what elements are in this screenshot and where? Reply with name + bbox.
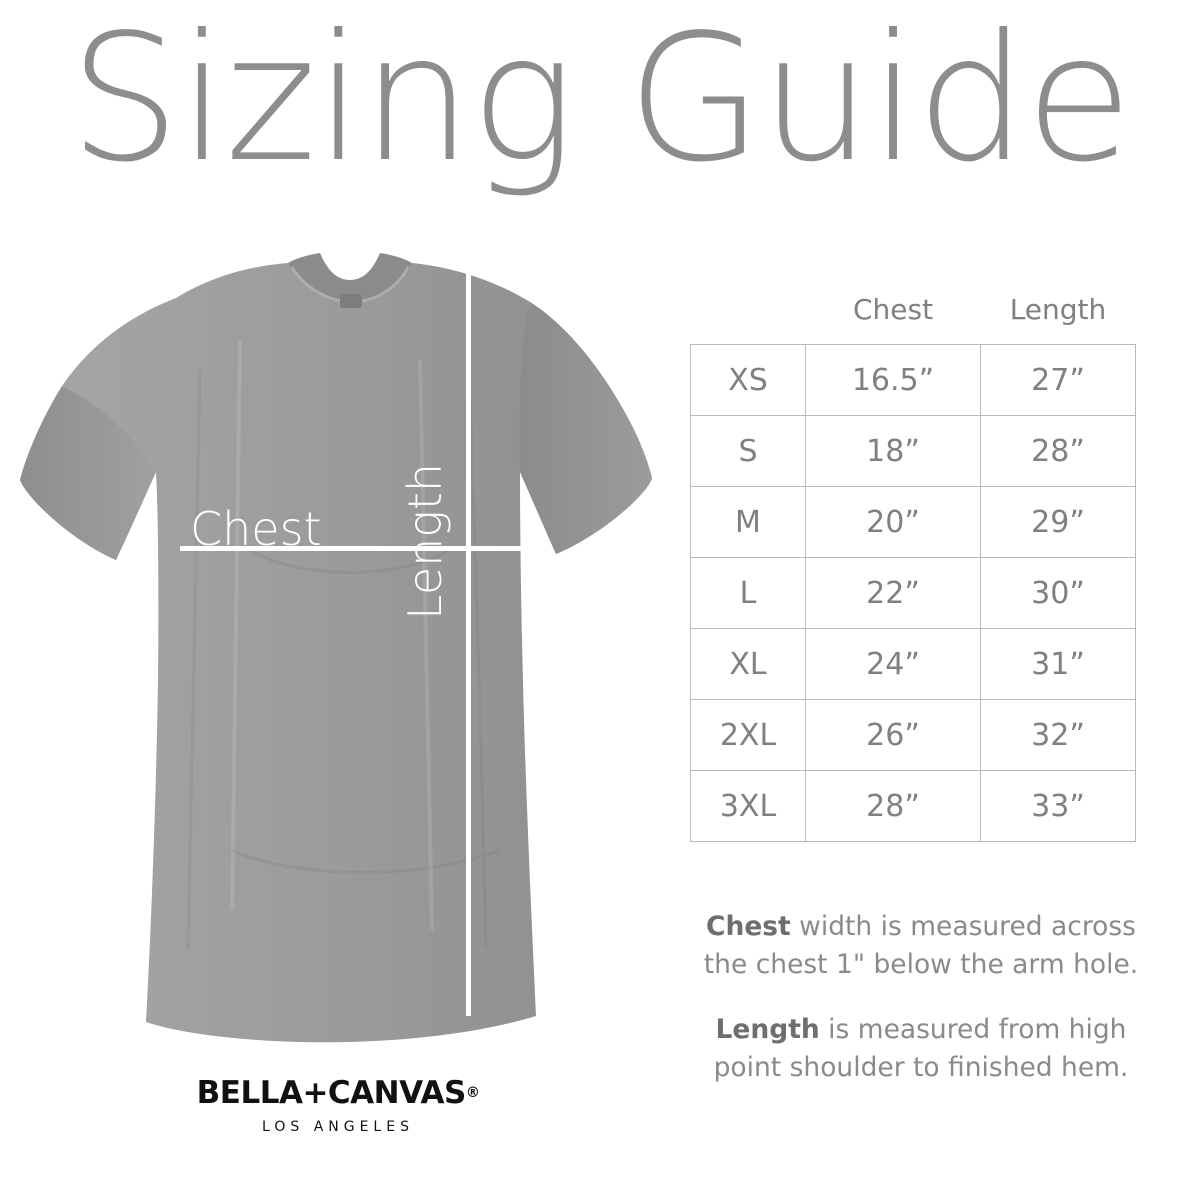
chest-label: Chest <box>190 502 322 556</box>
cell-size: 3XL <box>691 771 806 842</box>
cell-length: 33” <box>981 771 1136 842</box>
table-header-row <box>691 292 1136 345</box>
cell-size: XL <box>691 629 806 700</box>
cell-size: S <box>691 416 806 487</box>
cell-chest: 18” <box>806 416 981 487</box>
cell-chest: 28” <box>806 771 981 842</box>
size-chart <box>690 292 1135 842</box>
header-size <box>691 292 806 345</box>
length-measure-line <box>466 546 471 1016</box>
length-label: Length <box>398 462 452 620</box>
brand-location: LOS ANGELES <box>262 1119 414 1135</box>
table-row <box>691 487 1136 558</box>
cell-chest: 20” <box>806 487 981 558</box>
cell-chest: 24” <box>806 629 981 700</box>
registered-mark: ® <box>465 1085 480 1101</box>
length-note <box>686 1011 1156 1086</box>
cell-length: 31” <box>981 629 1136 700</box>
table-row <box>691 700 1136 771</box>
header-length: Length <box>1009 293 1107 326</box>
cell-chest: 22” <box>806 558 981 629</box>
chest-note <box>686 908 1156 983</box>
cell-length: 27” <box>981 345 1136 416</box>
brand-logo <box>178 1075 498 1135</box>
table-row <box>691 558 1136 629</box>
chest-note-emphasis: Chest <box>706 911 791 942</box>
brand-name <box>178 1075 498 1111</box>
cell-length: 30” <box>981 558 1136 629</box>
page-title: Sizing Guide <box>69 0 1131 201</box>
shoulder-measure-line <box>466 270 471 551</box>
cell-length: 32” <box>981 700 1136 771</box>
brand-name-text: BELLA+CANVAS <box>196 1075 466 1111</box>
tshirt-illustration <box>0 250 660 1060</box>
cell-size: L <box>691 558 806 629</box>
table-row <box>691 416 1136 487</box>
cell-chest: 26” <box>806 700 981 771</box>
cell-size: M <box>691 487 806 558</box>
header-chest: Chest <box>852 293 934 326</box>
table-row <box>691 345 1136 416</box>
length-note-emphasis: Length <box>715 1014 820 1046</box>
table-row <box>691 629 1136 700</box>
tshirt-diagram <box>0 250 660 1060</box>
length-note-text: is measured from high point shoulder to finished hem. <box>713 1014 1129 1083</box>
cell-length: 29” <box>981 487 1136 558</box>
size-table <box>690 292 1136 842</box>
cell-size: 2XL <box>691 700 806 771</box>
cell-chest: 16.5” <box>806 345 981 416</box>
cell-size: XS <box>691 345 806 416</box>
table-row <box>691 771 1136 842</box>
measurement-notes <box>686 908 1156 1115</box>
cell-length: 28” <box>981 416 1136 487</box>
chest-note-text: width is measured across the chest 1" below the arm hole. <box>703 911 1139 980</box>
